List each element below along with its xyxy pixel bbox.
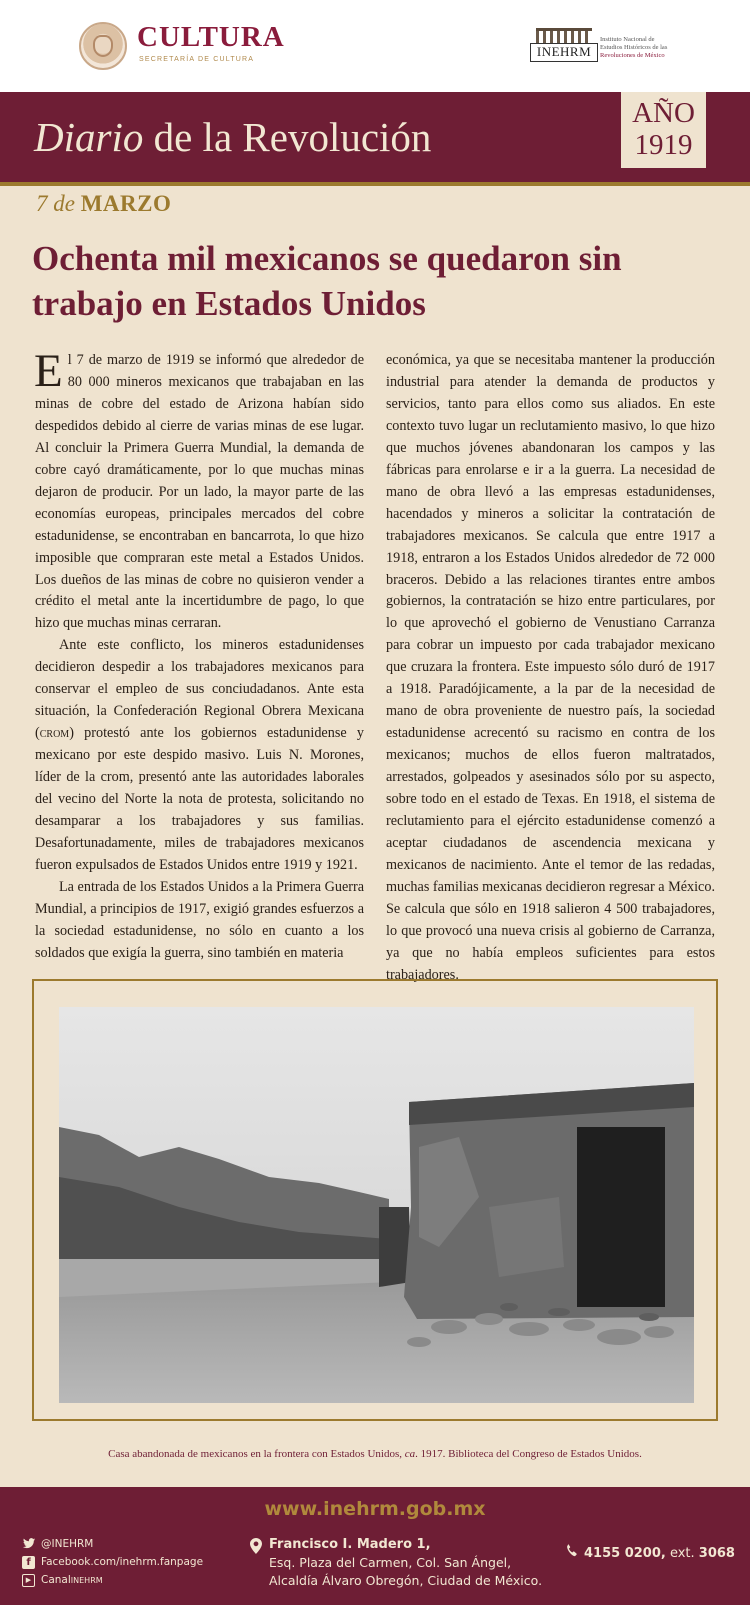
twitter-icon: [22, 1538, 35, 1551]
twitter-link[interactable]: @INEHRM: [22, 1535, 203, 1553]
cultura-brand: CULTURA: [137, 21, 285, 53]
article-paragraph-3-continued: económica, ya que se necesitaba mantener la producción industrial para atender la demanda de productos y servicios, tanto para ellos como sus aliados. En este contexto tuvo lugar un reclutamiento masivo, lo que hizo que muchos jóvenes abandonaran los campos y las fábricas para enrolarse e ir a la guerra. La necesidad de mano de obra llevó a las empresas estadunidenses, hacendados y mineros a solicitar la contratación de trabajadores mexicanos. Se calcula que entre 1917 a 1918, entraron a los Estados Unidos alrededor de 72 000 braceros. Debido a las relaciones tirantes entre ambos gobiernos, la contratación se hizo entre particulares, por lo que aprovechó el gobierno de Venustiano Carranza para cobrar un impuesto por cada trabajador mexicano que cruzara la frontera. Este impuesto sólo duró de 1917 a 1918. Paradójicamente, a la par de la necesidad de mano de obra proveniente de nuestro país, la sociedad estadunidense acrecentó su racismo en contra de los mexicanos; muchos de ellos fueron maltratados, arrestados, golpeados y asesinados sólo por su aspecto, sobre todo en el estado de Texas. En 1918, el sistema de reclutamiento para el ejército estadunidense comenzó a aceptar ciudadanos de ascendencia mexicana y mexicanos de nacimiento. Ante el temor de las redadas, muchas familias mexicanas decidieron regresar a México. Se calcula que sólo en 1918 salieron 4 500 trabajadores, lo que provocó una nueva crisis al gobierno de Carranza, ya que no había empleos suficientes para estos trabajadores.: [386, 352, 715, 983]
inehrm-logo-text: INEHRM: [530, 43, 598, 62]
phone-icon: [566, 1544, 578, 1557]
article-paragraph-1: El 7 de marzo de 1919 se informó que alrededor de 80 000 mineros mexicanos que trabajaban en las minas de cobre del estado de Arizona habían sido despedidos debido al cierre de varias minas de ese lugar. Al concluir la Primera Guerra Mundial, la demanda de cobre cayó dramáticamente, por lo que muchas minas dejaron de producir. Por un lado, la mayor parte de las economías europeas, principales mercados del cobre estadunidense, se encontraban en bancarrota, lo que hizo imposible que compraran este metal a Estados Unidos. Los dueños de las minas de cobre no quisieron vender a crédito el metal ante la incertidumbre de pago, lo que hizo que muchas minas cerraran.: [34, 345, 364, 632]
facebook-link[interactable]: f Facebook.com/inehrm.fanpage: [22, 1553, 203, 1571]
inehrm-institution-name: Instituto Nacional de Estudios Históricos de las Revoluciones de México: [600, 36, 668, 59]
youtube-icon: ▶: [22, 1574, 35, 1587]
masthead-title: Diario de la Revolución: [34, 114, 432, 160]
website-link[interactable]: www.inehrm.gob.mx: [264, 1498, 486, 1520]
address-block: [250, 1536, 542, 1590]
social-links: [22, 1535, 203, 1589]
article-column-left: [34, 345, 364, 965]
facebook-icon: f: [22, 1556, 35, 1569]
masthead-rule: [0, 182, 750, 186]
cultura-subtitle: SECRETARÍA DE CULTURA: [139, 56, 255, 63]
photo-caption: Casa abandonada de mexicanos en la frontera con Estados Unidos, ca. 1917. Biblioteca del Congreso de Estados Unidos.: [108, 1448, 642, 1460]
address-line-3: Alcaldía Álvaro Obregón, Ciudad de México.: [269, 1573, 543, 1588]
phone-number[interactable]: 4155 0200, ext. 3068: [566, 1544, 735, 1561]
historical-photo: [59, 1007, 694, 1403]
article-date: 7 de MARZO: [36, 191, 172, 216]
article-paragraph-2: Ante este conflicto, los mineros estadunidenses decidieron despedir a los trabajadores mexicanos para conservar el empleo de sus conciudadanos. Ante esta situación, la Confederación Regional Obrera Mexicana (crom) protestó ante los gobiernos estadunidense y mexicano por este despido masivo. Luis N. Morones, líder de la crom, presentó ante las autoridades laborales del vecino del Norte la nota de protesta, solicitando no desamparar a los trabajadores y sus familias. Desafortunadamente, miles de trabajadores mexicanos fueron expulsados de Estados Unidos entre 1919 y 1921.: [35, 637, 364, 873]
year-value: 1919: [634, 129, 693, 161]
drop-cap: E: [34, 345, 63, 397]
year-label: AÑO: [632, 97, 695, 129]
building-icon: [536, 28, 592, 44]
article-column-right: [386, 350, 715, 987]
youtube-link[interactable]: ▶ Canal INEHRM: [22, 1571, 203, 1589]
article-paragraph-3-start: La entrada de los Estados Unidos a la Primera Guerra Mundial, a principios de 1917, exigió grandes esfuerzos a la sociedad estadunidense, no sólo en cuanto a los soldados que exigía la guerra, sino también en materia: [35, 878, 364, 961]
address-line-2: Esq. Plaza del Carmen, Col. San Ángel,: [269, 1555, 512, 1570]
year-box: [621, 92, 706, 168]
article-headline: Ochenta mil mexicanos se quedaron sin trabajo en Estados Unidos: [32, 239, 622, 323]
seal-icon: [79, 22, 127, 70]
inehrm-logo: [530, 28, 598, 64]
address-street: Francisco I. Madero 1,: [269, 1537, 431, 1552]
